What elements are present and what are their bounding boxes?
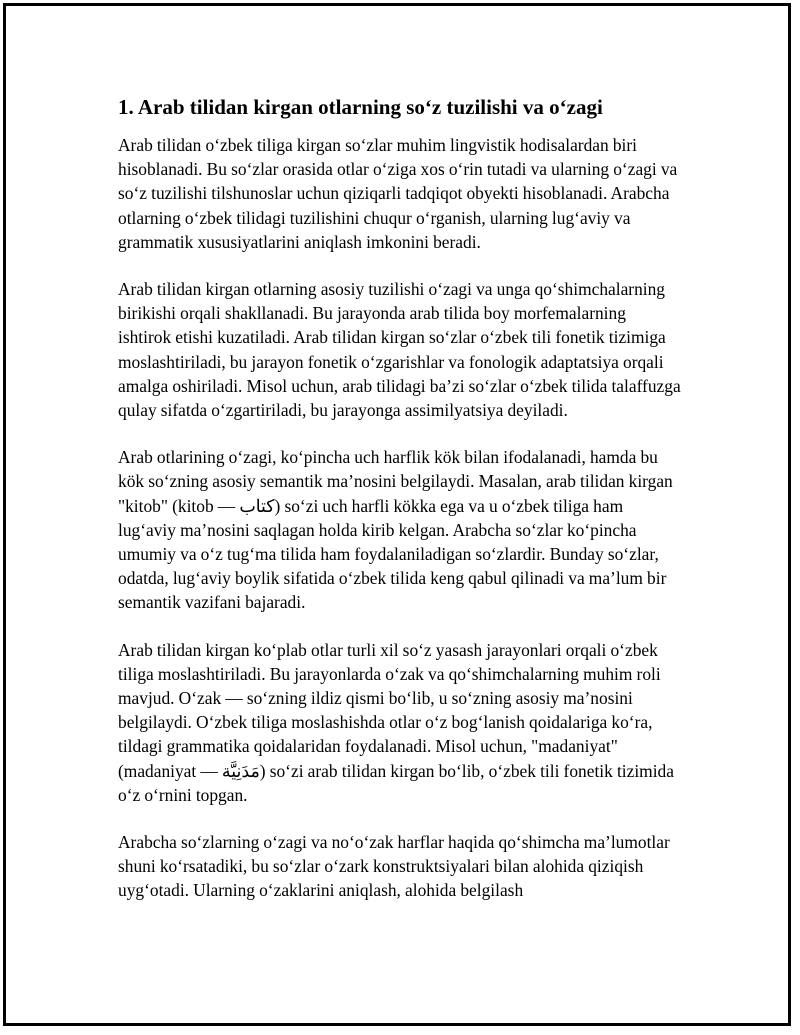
- paragraph-1: Arab tilidan o‘zbek tiliga kirgan so‘zlar muhim lingvistik hodisalardan biri hisoblanadi. Bu so‘zlar orasida otlar o‘ziga xos o‘rin tutadi va ularning o‘zagi va so‘z tuzilishi tilshunoslar uchun qiziqarli tadqiqot obyekti hisoblanadi. Arabcha otlarning o‘zbek tilidagi tuzilishini chuqur o‘rganish, ularning lug‘aviy va grammatik xususiyatlarini aniqlash imkonini beradi.: [118, 135, 678, 252]
- paragraph-4: Arab tilidan kirgan ko‘plab otlar turli xil so‘z yasash jarayonlari orqali o‘zbek tiliga moslashtiriladi. Bu jarayonlarda o‘zak va qo‘shimchalarning muhim roli mavjud. O‘zak — so‘zning ildiz qismi bo‘lib, u so‘zning asosiy ma’nosini belgilaydi. O‘zbek tiliga moslashishda otlar o‘z bog‘lanish qoidalariga ko‘ra, tildagi grammatika qoidalaridan foydalanadi. Misol uchun, "madaniyat" (madaniyat — مَدَنِيَّة) so‘zi arab tilidan kirgan bo‘lib, o‘zbek tili fonetik tizimida o‘z o‘rnini topgan.: [118, 639, 674, 805]
- paragraph-2: Arab tilidan kirgan otlarning asosiy tuzilishi o‘zagi va unga qo‘shimchalarning birikishi orqali shakllanadi. Bu jarayonda arab tilida boy morfemalarning ishtirok etishi kuzatiladi. Arab tilidan kirgan so‘zlar o‘zbek tili fonetik tizimiga moslashtiriladi, bu jarayon fonetik o‘zgarishlar va fonologik adaptatsiya orqali amalga oshiriladi. Misol uchun, arab tilidagi ba’zi so‘zlar o‘zbek tilida talaffuzga qulay sifatda o‘zgartiriladi, bu jarayonga assimilyatsiya deyiladi.: [118, 279, 681, 421]
- document-body: [118, 93, 683, 903]
- section-heading: 1. Arab tilidan kirgan otlarning so‘z tuzilishi va o‘zagi: [118, 95, 603, 119]
- paragraph-3: Arab otlarining o‘zagi, ko‘pincha uch harflik kök bilan ifodalanadi, hamda bu kök so‘zning asosiy semantik ma’nosini belgilaydi. Masalan, arab tilidan kirgan "kitob" (kitob — كتاب) so‘zi uch harfli kökka ega va u o‘zbek tiliga ham lug‘aviy ma’nosini saqlagan holda kirib kelgan. Arabcha so‘zlar ko‘pincha umumiy va o‘z tug‘ma tilida ham foydalaniladigan so‘zlardir. Bunday so‘zlar, odatda, lug‘aviy boylik sifatida o‘zbek tilida keng qabul qilinadi va ma’lum bir semantik vazifani bajaradi.: [118, 447, 673, 613]
- paragraph-5: Arabcha so‘zlarning o‘zagi va no‘o‘zak harflar haqida qo‘shimcha ma’lumotlar shuni ko‘rsatadiki, bu so‘zlar o‘zark konstruktsiyalari bilan alohida qiziqish uyg‘otadi. Ularning o‘zaklarini aniqlash, alohida belgilash: [118, 832, 670, 901]
